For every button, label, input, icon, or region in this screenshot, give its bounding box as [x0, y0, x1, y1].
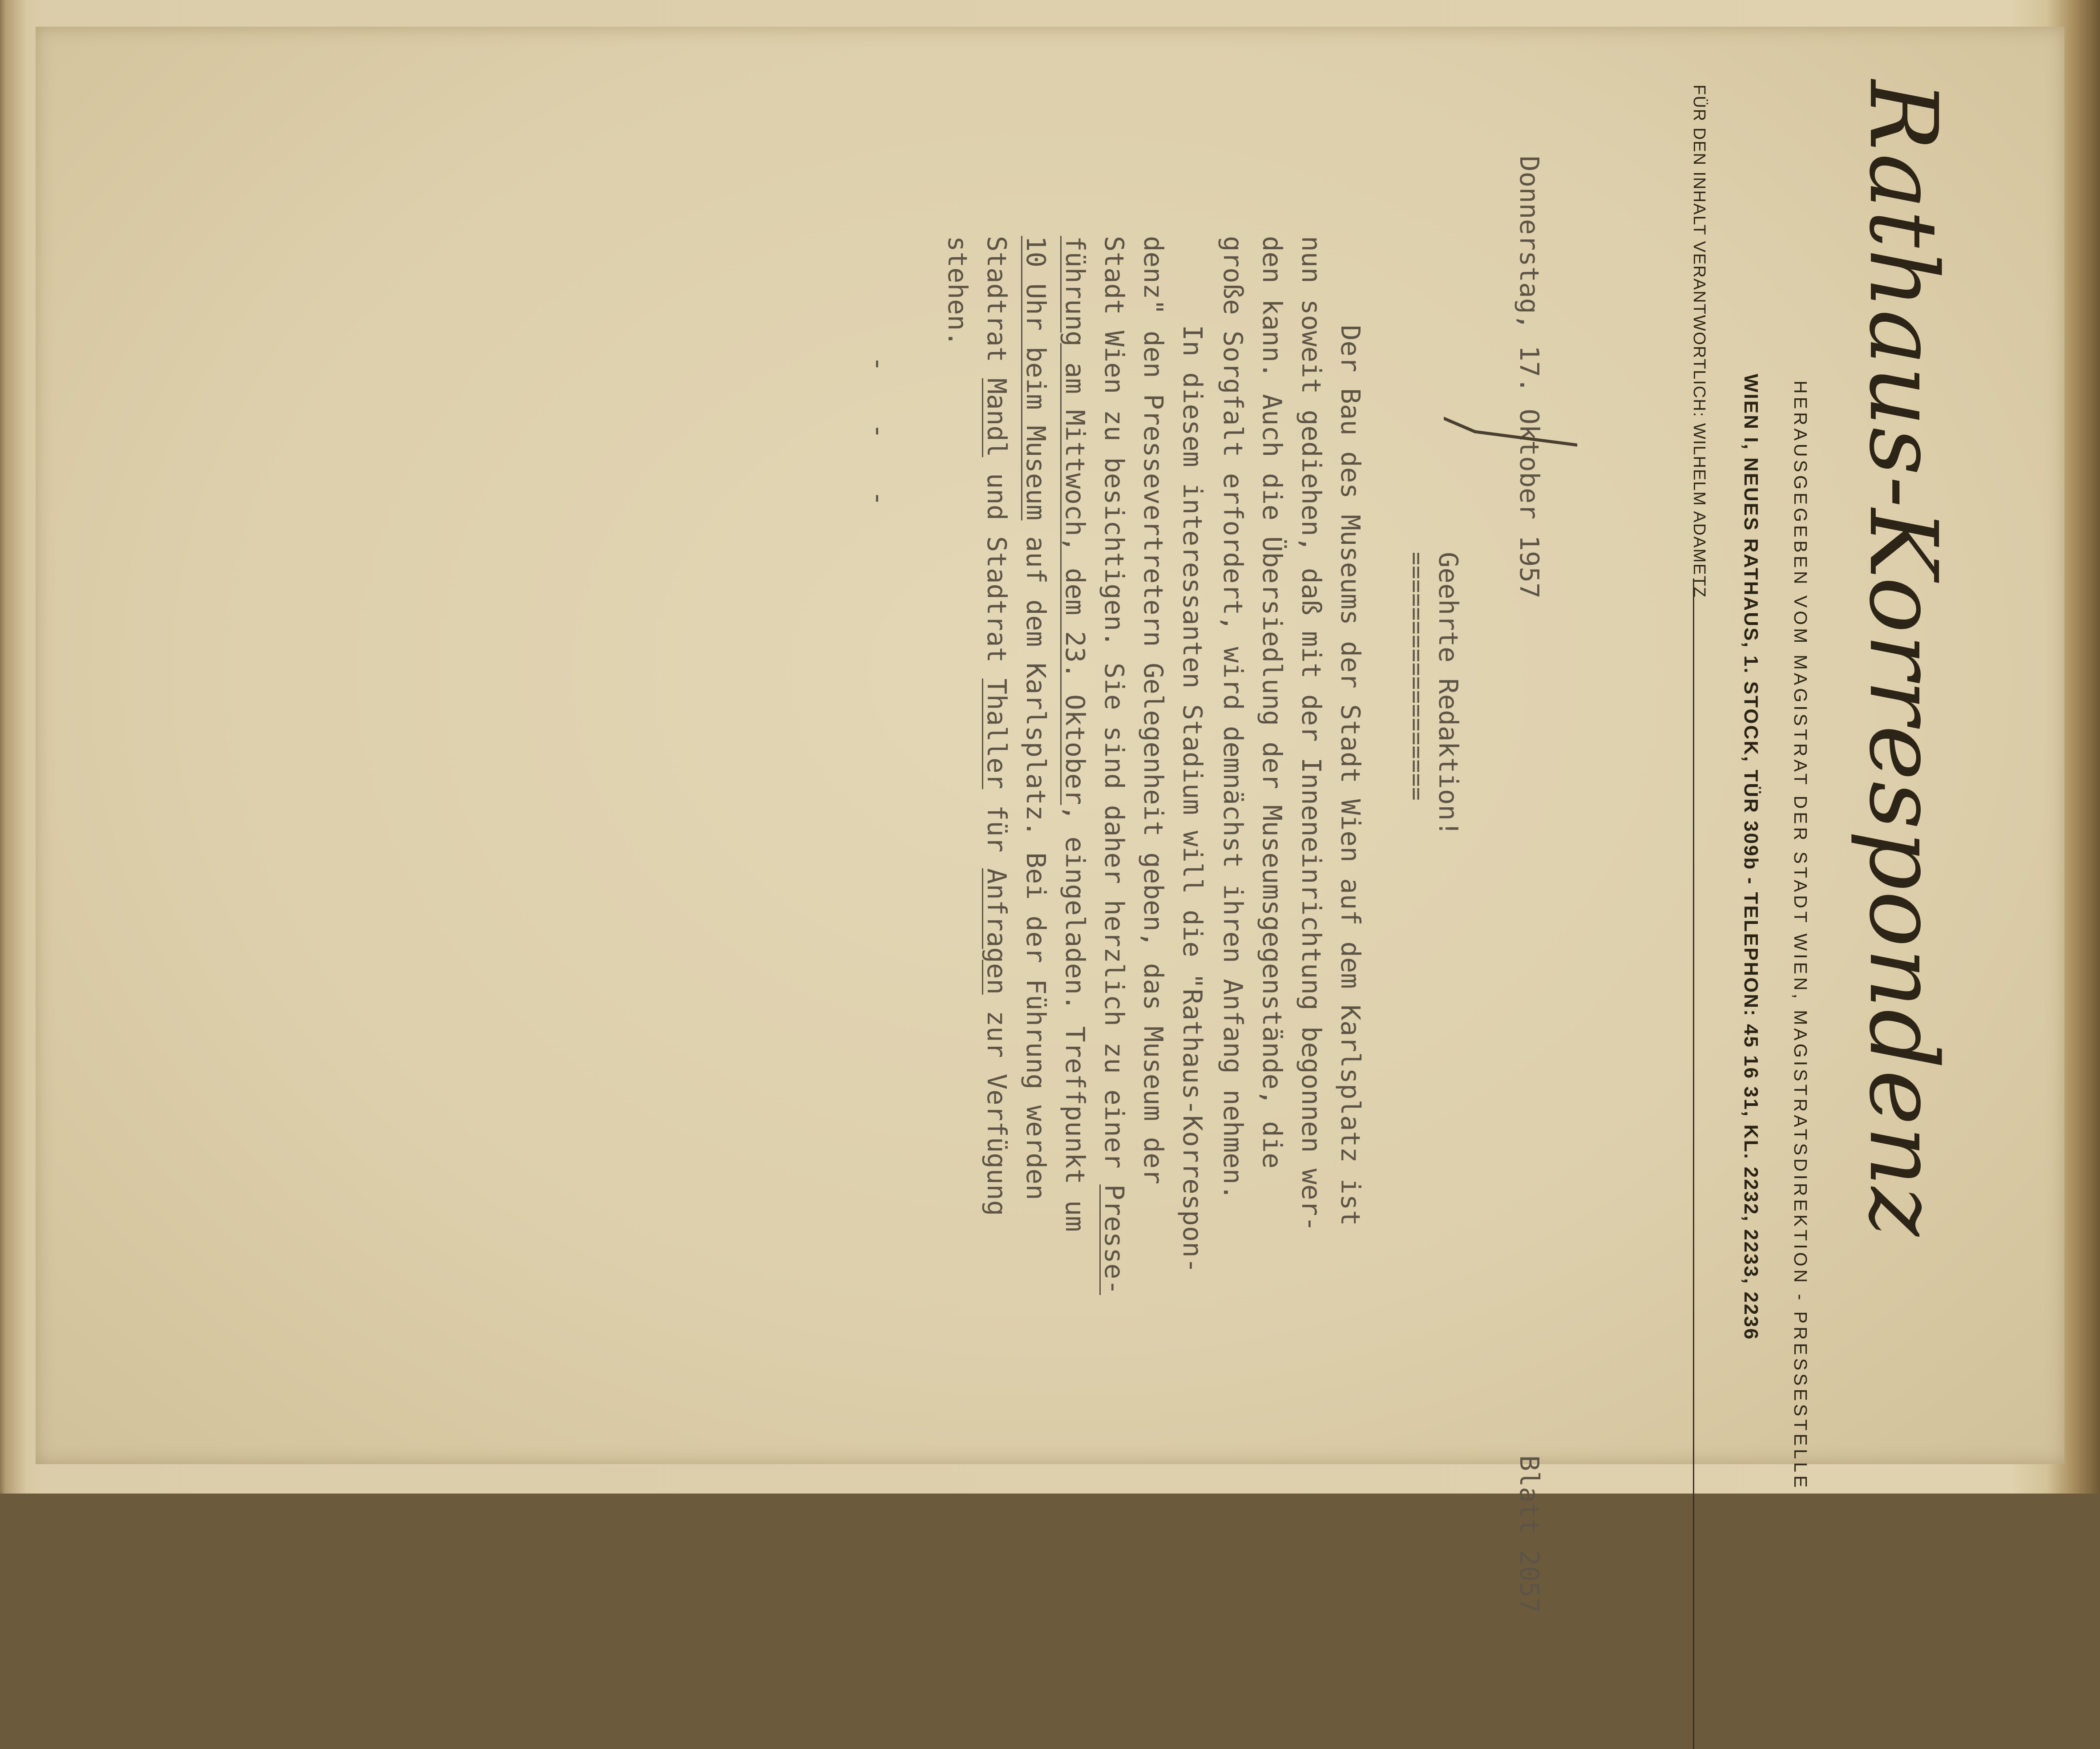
masthead-address: WIEN I, NEUES RATHAUS, 1. STOCK, TÜR 309b - TELEPHON: 45 16 31, KL. 2232, 2233, 2236 [1740, 374, 1762, 1341]
date-line: Donnerstag, 17. Oktober 1957 [1514, 156, 1545, 599]
paragraph-line [1021, 236, 1051, 1200]
paragraph-line: den kann. Auch die Übersiedlung der Museumsgegenstände, die [1257, 236, 1288, 1169]
paragraph-line [981, 236, 1012, 1216]
masthead-responsible: FÜR DEN INHALT VERANTWORTLICH: WILHELM ADAMETZ [1690, 85, 1708, 598]
sheet-number: Blatt 2057 [1514, 1455, 1545, 1614]
paragraph-line [1060, 236, 1090, 1232]
paragraph-line: denz" den Pressevertretern Gelegenheit geben, das Museum der [1138, 236, 1169, 1185]
text-run: , eingeladen. Treffpunkt um [1060, 805, 1090, 1232]
handwritten-check-mark [1444, 414, 1577, 449]
underlined-text: Thaller [981, 678, 1012, 789]
salutation-underline: ================== [1404, 552, 1430, 801]
paragraph-line: große Sorgfalt erfordert, wird demnächst ihren Anfang nehmen. [1218, 236, 1248, 1200]
paragraph-line: Der Bau des Museums der Stadt Wien auf dem Karlsplatz ist [1335, 325, 1366, 1226]
paragraph-line: In diesem interessanten Stadium will die "Rathaus-Korrespon- [1177, 325, 1208, 1274]
salutation: Geehrte Redaktion! [1433, 552, 1464, 837]
underlined-text: führung am Mittwoch, dem 23. Oktober [1060, 236, 1090, 805]
paragraph-line: stehen. [942, 236, 973, 347]
masthead-rule [1693, 579, 1694, 1749]
text-run: auf dem Karlsplatz. Bei der Führung werden [1021, 520, 1051, 1200]
text-run: und Stadtrat [981, 457, 1012, 679]
closing-dashes: - - - [864, 356, 894, 524]
text-run: Stadt Wien zu besichtigen. Sie sind daher herzlich zu einer [1099, 236, 1130, 1185]
paragraph-line [1099, 236, 1130, 1295]
underlined-text: 10 Uhr beim Museum [1021, 236, 1051, 521]
masthead-publisher: HERAUSGEGEBEN VOM MAGISTRAT DER STADT WIEN, MAGISTRATSDIREKTION - PRESSESTELLE [1790, 381, 1811, 1491]
paragraph-line: nun soweit gediehen, daß mit der Inneneinrichtung begonnen wer- [1296, 236, 1327, 1232]
underlined-text: Anfragen [981, 868, 1012, 995]
masthead-title: Rathaus-Korrespondenz [1849, 80, 1958, 1238]
underlined-text: Mandl [981, 378, 1012, 457]
text-run: für [981, 789, 1012, 868]
underlined-text: Presse- [1099, 1184, 1130, 1295]
text-run: zur Verfügung [981, 995, 1012, 1216]
text-run: Stadtrat [981, 236, 1012, 378]
